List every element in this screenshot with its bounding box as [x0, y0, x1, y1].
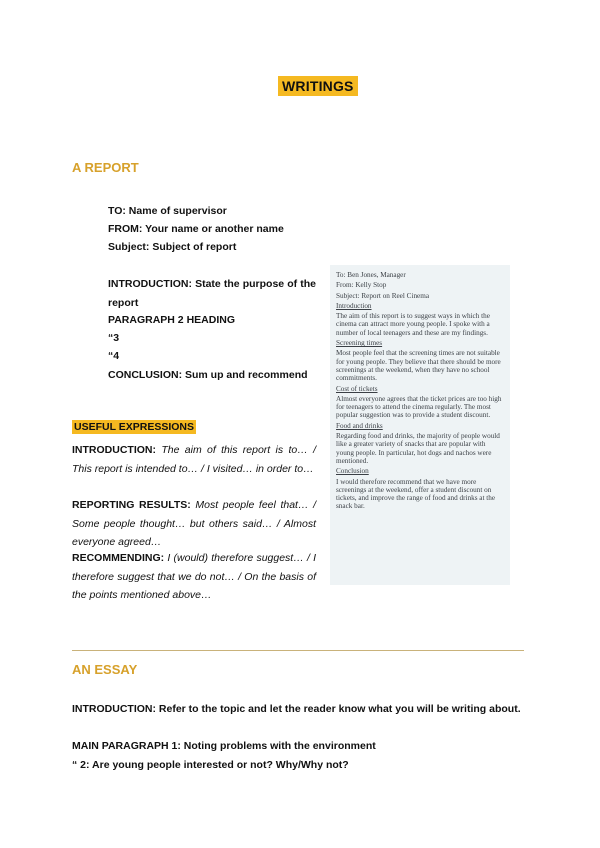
sample-p3: Almost everyone agrees that the ticket prices are too high for teenagers to attend the cinema regularly. The most popular suggestion was to provide a student discount.: [336, 394, 502, 420]
sample-h1: Introduction: [336, 301, 372, 310]
sample-subject: Subject: Report on Reel Cinema: [336, 291, 430, 300]
report-item4: “4: [108, 350, 120, 362]
useful-recommend-text: I (would) therefore suggest… / I therefore suggest that we do not… / On the basis of the points mentioned above…: [72, 552, 316, 601]
sample-from: From: Kelly Stop: [336, 281, 387, 290]
sample-to: To: Ben Jones, Manager: [336, 271, 406, 279]
useful-results: [72, 496, 316, 552]
section-divider: [72, 650, 524, 651]
essay-intro: INTRODUCTION: Refer to the topic and let the reader know what you will be writing about.: [72, 703, 521, 715]
report-conclusion: CONCLUSION: Sum up and recommend: [108, 369, 308, 381]
sample-report-image: [330, 265, 510, 585]
useful-intro: [72, 441, 316, 478]
useful-recommend: [72, 549, 316, 605]
sample-h2: Screening times: [336, 339, 383, 348]
essay-heading: AN ESSAY: [72, 662, 138, 677]
report-subject-line: Subject: Subject of report: [108, 241, 237, 253]
useful-expressions-heading: USEFUL EXPRESSIONS: [74, 421, 195, 433]
useful-intro-text: The aim of this report is to… / This report is intended to… / I visited… in order to…: [72, 444, 316, 475]
sample-p1: The aim of this report is to suggest ways in which the cinema can attract more young people. I spoke with a number of local teenagers and these are my findings.: [336, 312, 490, 337]
page-title: WRITINGS: [278, 76, 358, 96]
sample-p5: I would therefore recommend that we have more screenings at the weekend, offer a student discount on tickets, and improve the range of food and drinks at the snack bar.: [336, 477, 496, 511]
useful-results-label: REPORTING RESULTS:: [72, 499, 191, 511]
report-heading: A REPORT: [72, 160, 139, 175]
sample-h5: Conclusion: [336, 467, 369, 476]
report-intro-line: INTRODUCTION: State the purpose of the report: [108, 278, 316, 309]
essay-main2: “ 2: Are young people interested or not? Why/Why not?: [72, 759, 349, 771]
sample-h3: Cost of tickets: [336, 384, 378, 393]
report-item3: “3: [108, 332, 120, 344]
essay-main1: MAIN PARAGRAPH 1: Noting problems with the environment: [72, 740, 376, 752]
useful-intro-label: INTRODUCTION:: [72, 444, 156, 456]
sample-h4: Food and drinks: [336, 421, 383, 430]
useful-recommend-label: RECOMMENDING:: [72, 552, 165, 564]
report-paragraph2: PARAGRAPH 2 HEADING: [108, 314, 235, 326]
sample-p4: Regarding food and drinks, the majority of people would like a greater variety of snacks that are popular with young people. In particular, hot dogs and nachos were mentioned.: [336, 432, 500, 465]
report-to-line: TO: Name of supervisor: [108, 205, 227, 217]
sample-p2: Most people feel that the screening times are not suitable for young people. They believe that there should be more screenings at the weekend, when they have no school commitments.: [336, 349, 501, 383]
report-from-line: FROM: Your name or another name: [108, 223, 284, 235]
useful-results-text: Most people feel that… / Some people thought… but others said… / Almost everyone agreed…: [72, 499, 316, 548]
